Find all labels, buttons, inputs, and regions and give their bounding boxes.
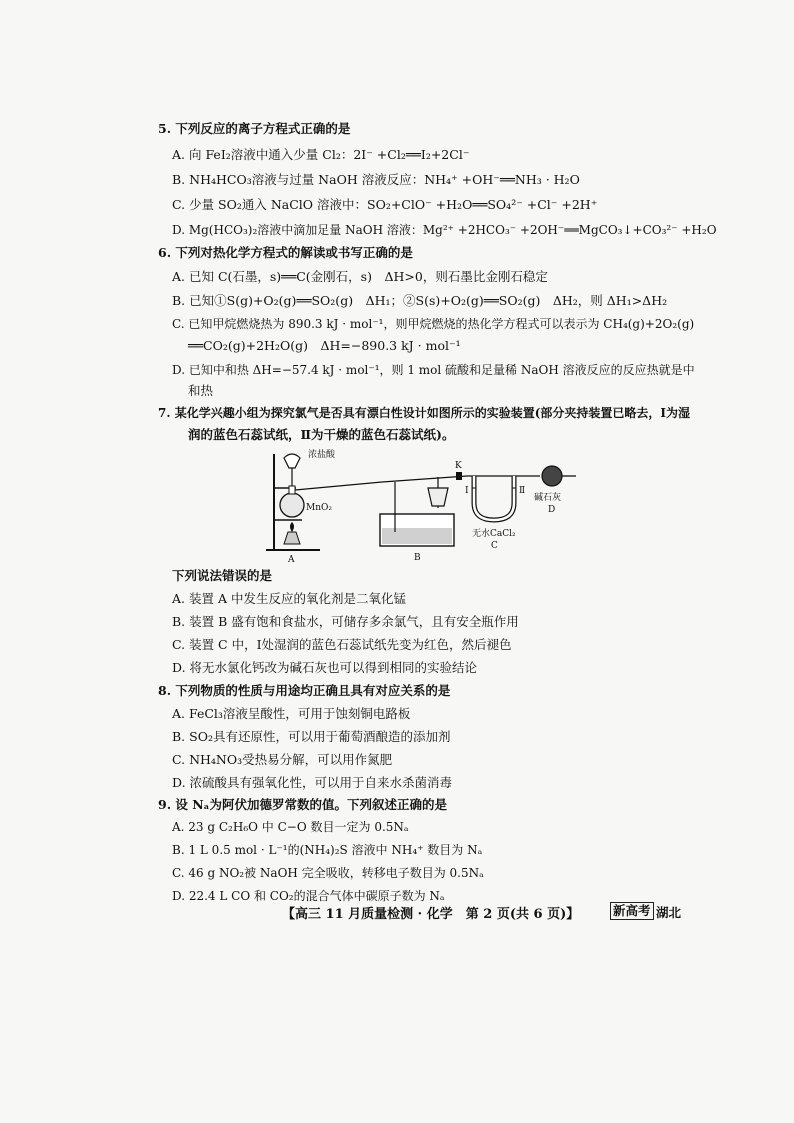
q9-option-a: A. 23 g C₂H₆O 中 C−O 数目一定为 0.5Nₐ (172, 820, 409, 834)
q9-option-c: C. 46 g NO₂被 NaOH 完全吸收，转移电子数目为 0.5Nₐ (172, 866, 484, 880)
q7-option-b: B. 装置 B 盛有饱和食盐水，可储存多余氯气，且有安全瓶作用 (172, 614, 519, 629)
q5-stem: 5. 下列反应的离子方程式正确的是 (158, 121, 351, 136)
stopcock-k (456, 472, 462, 480)
q7-stem-line2: 润的蓝色石蕊试纸，Ⅱ为干燥的蓝色石蕊试纸)。 (188, 427, 455, 442)
apparatus-d (520, 466, 576, 486)
q7-stem-line1: 7. 某化学兴趣小组为探究氯气是否具有漂白性设计如图所示的实验装置(部分夹持装置已略去，Ⅰ为湿 (158, 406, 690, 420)
q9-option-b: B. 1 L 0.5 mol · L⁻¹的(NH₄)₂S 溶液中 NH₄⁺ 数目为 Nₐ (172, 843, 483, 857)
q8-option-c: C. NH₄NO₃受热易分解，可以用作氮肥 (172, 752, 393, 767)
apparatus-b (380, 477, 454, 546)
q7-option-d: D. 将无水氯化钙改为碱石灰也可以得到相同的实验结论 (172, 660, 478, 675)
q6-option-c-line1: C. 已知甲烷燃烧热为 890.3 kJ · mol⁻¹，则甲烷燃烧的热化学方程式可以表示为 CH₄(g)+2O₂(g) (172, 317, 695, 331)
label-mno2: MnO₂ (306, 503, 332, 513)
q6-option-d-line2: 和热 (188, 383, 214, 398)
q5-option-a: A. 向 FeI₂溶液中通入少量 Cl₂：2I⁻ +Cl₂══I₂+2Cl⁻ (172, 147, 470, 162)
label-soda-lime: 碱石灰 (534, 493, 562, 503)
q9-stem: 9. 设 Nₐ为阿伏加德罗常数的值。下列叙述正确的是 (158, 797, 448, 812)
label-a: A (288, 555, 295, 565)
label-k: K (455, 461, 462, 471)
apparatus-c (472, 476, 516, 520)
q8-stem: 8. 下列物质的性质与用途均正确且具有对应关系的是 (158, 683, 451, 698)
page-footer: 【高三 11 月质量检测 · 化学 第 2 页(共 6 页)】 (282, 907, 580, 922)
q8-option-a: A. FeCl₃溶液呈酸性，可用于蚀刻铜电路板 (172, 706, 411, 721)
apparatus-diagram (262, 448, 582, 570)
label-c: C (491, 541, 498, 551)
q6-option-d-line1: D. 已知中和热 ΔH=−57.4 kJ · mol⁻¹，则 1 mol 硫酸和足量稀 NaOH 溶液反应的反应热就是中 (172, 363, 695, 377)
apparatus-a (266, 454, 382, 550)
q6-option-a: A. 已知 C(石墨，s)══C(金刚石，s) ΔH>0，则石墨比金刚石稳定 (172, 269, 548, 284)
q6-option-b: B. 已知①S(g)+O₂(g)══SO₂(g) ΔH₁；②S(s)+O₂(g)══SO₂(g) ΔH₂，则 ΔH₁>ΔH₂ (172, 293, 668, 308)
q6-option-c-line2: ══CO₂(g)+2H₂O(g) ΔH=−890.3 kJ · mol⁻¹ (188, 338, 461, 353)
brand-badge: 新高考 (610, 902, 654, 920)
q6-stem: 6. 下列对热化学方程式的解读或书写正确的是 (158, 245, 413, 260)
q8-option-d: D. 浓硫酸具有强氧化性，可以用于自来水杀菌消毒 (172, 775, 453, 790)
q5-option-d: D. Mg(HCO₃)₂溶液中滴加足量 NaOH 溶液：Mg²⁺ +2HCO₃⁻ +2OH⁻══MgCO₃↓+CO₃²⁻ +H₂O (172, 223, 717, 237)
label-conc-hcl: 浓盐酸 (308, 450, 336, 460)
region-label: 湖北 (656, 905, 682, 920)
q7-option-c: C. 装置 C 中，Ⅰ处湿润的蓝色石蕊试纸先变为红色，然后褪色 (172, 637, 512, 652)
label-ii: Ⅱ (519, 486, 526, 496)
q8-option-b: B. SO₂具有还原性，可以用于葡萄酒酿造的添加剂 (172, 729, 451, 744)
label-cacl2: 无水CaCl₂ (472, 529, 516, 539)
label-i: Ⅰ (465, 486, 469, 496)
label-d: D (548, 505, 556, 515)
q7-ask: 下列说法错误的是 (172, 568, 273, 583)
q9-option-d: D. 22.4 L CO 和 CO₂的混合气体中碳原子数为 Nₐ (172, 889, 445, 903)
q7-option-a: A. 装置 A 中发生反应的氧化剂是二氧化锰 (172, 591, 406, 606)
q5-option-c: C. 少量 SO₂通入 NaClO 溶液中：SO₂+ClO⁻ +H₂O══SO₄²⁻ +Cl⁻ +2H⁺ (172, 197, 598, 212)
q5-option-b: B. NH₄HCO₃溶液与过量 NaOH 溶液反应：NH₄⁺ +OH⁻══NH₃ · H₂O (172, 172, 580, 187)
label-b: B (414, 553, 421, 563)
